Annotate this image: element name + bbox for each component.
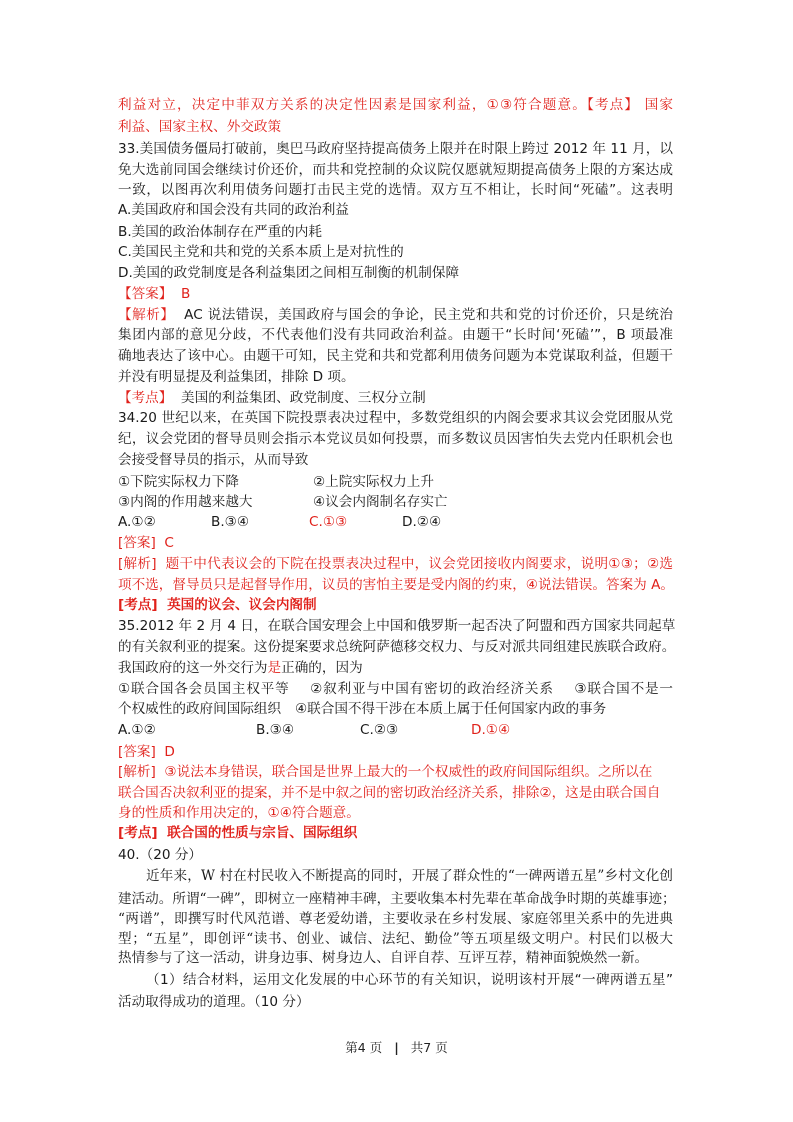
text-line: [118, 845, 673, 866]
text-segment: 【考点】: [118, 390, 182, 406]
text-line: [118, 909, 673, 930]
text-line: [118, 222, 673, 243]
option-text: C.②③: [360, 722, 399, 738]
text-line: [118, 823, 673, 844]
text-segment: 是: [267, 660, 282, 676]
text-segment: D.美国的政党制度是各利益集团之间相互制衡的机制保障: [118, 265, 460, 281]
text-line: [118, 346, 673, 367]
text-line: [118, 658, 673, 679]
text-segment: 项不选，督导员只是起督导作用，议员的害怕主要是受内阁的约束，④说法错误。答案为 A。: [118, 577, 674, 593]
text-line: [118, 679, 673, 700]
text-line: [118, 762, 673, 783]
text-line: [118, 450, 673, 471]
text-line: [118, 408, 673, 429]
text-line: [118, 429, 673, 450]
text-segment: 33.美国债务僵局打破前，奥巴马政府坚持提高债务上限并在时限上跨过 2012 年 11 月，以: [118, 141, 673, 157]
option-text: ③内阁的作用越来越大: [118, 494, 253, 510]
text-segment: （1）结合材料，运用文化发展的中心环节的有关知识，说明该村开展“一碑两谱五星”: [146, 972, 673, 988]
text-line: [118, 367, 673, 388]
text-line: [118, 637, 676, 658]
text-segment: 我国政府的这一外交行为: [118, 660, 268, 676]
text-segment: [考点] 英国的议会、议会内阁制: [118, 597, 317, 613]
text-line: [118, 616, 676, 637]
text-segment: 集团内部的意见分歧，不代表他们没有共同政治利益。由题干“长时间‘死磕’”，B 项最准: [118, 327, 673, 343]
text-segment: 确地表达了该中心。由题干可知，民主党和共和党都利用债务问题为本党谋取利益，但题干: [118, 348, 673, 364]
text-line: [118, 742, 673, 763]
option-text: ④议会内阁制名存实亡: [313, 494, 448, 510]
text-segment: 利益对立，决定中菲双方关系的决定性因素是国家利益，①③符合题意。【考点】 国家: [118, 97, 673, 113]
text-line: [118, 699, 673, 720]
text-segment: B.美国的政治体制存在严重的内耗: [118, 224, 322, 240]
text-line: [118, 948, 673, 969]
text-segment: 身的性质和作用决定的，①④符合题意。: [118, 805, 360, 821]
text-line: [118, 388, 673, 409]
text-segment: [答案] D: [118, 744, 175, 760]
option-text: C.①③: [309, 514, 348, 530]
text-segment: 会接受督导员的指示，从而导致: [118, 452, 309, 468]
page-total: 共7 页: [410, 1040, 448, 1055]
text-line: [118, 284, 673, 305]
text-segment: 活动取得成功的道理。（10 分）: [118, 994, 310, 1010]
text-segment: 型；“五星”，即创评“读书、创业、诚信、法纪、勤俭”等五项星级文明户。村民们以极大: [118, 931, 673, 947]
text-segment: 一致，以图再次利用债务问题打击民主党的选情。双方互不相让，长时间“死磕”。这表明: [118, 182, 673, 198]
option-text: ②上院实际权力上升: [313, 474, 434, 490]
text-segment: 40.（20 分）: [118, 847, 203, 863]
text-segment: [答案] C: [118, 535, 174, 551]
option-text: D.②④: [402, 514, 442, 530]
text-line: [118, 325, 673, 346]
text-segment: [考点] 联合国的性质与宗旨、国际组织: [118, 825, 358, 841]
text-line: [118, 139, 673, 160]
option-text: 个权威性的政府间国际组织: [118, 701, 282, 717]
text-segment: A.美国政府和国会没有共同的政治利益: [118, 202, 349, 218]
text-line: [118, 200, 673, 221]
text-line: [118, 929, 673, 950]
text-line: [118, 889, 676, 910]
text-line: [118, 305, 673, 326]
text-segment: 联合国否决叙利亚的提案，并不是中叙之间的密切政治经济关系，排除②，这是由联合国自: [118, 785, 661, 801]
text-segment: 免大选前同国会继续讨价还价，而共和党控制的众议院仅愿就短期提高债务上限的方案达成: [118, 162, 673, 178]
text-segment: 建活动。所谓“一碑”，即树立一座精神丰碑，主要收集本村先辈在革命战争时期的英雄事迹；: [118, 891, 676, 907]
text-line: [146, 970, 673, 991]
text-line: [146, 866, 673, 887]
text-segment: 热情参与了这一活动，讲身边事、树身边人、自评自荐、互评互荐，精神面貌焕然一新。: [118, 950, 649, 966]
text-segment: 35.2012 年 2 月 4 日，在联合国安理会上中国和俄罗斯一起否决了阿盟和西方国家共同起草: [118, 618, 676, 634]
text-line: [118, 492, 673, 513]
text-line: [118, 992, 673, 1013]
text-line: [118, 803, 673, 824]
text-line: [118, 720, 673, 741]
text-line: [118, 95, 673, 116]
text-segment: 并没有明显提及利益集团，排除 D 项。: [118, 369, 355, 385]
text-segment: [解析] ③说法本身错误，联合国是世界上最大的一个权威性的政府间国际组织。之所以在: [118, 764, 653, 780]
page-footer: [0, 1038, 793, 1056]
text-line: [118, 783, 673, 804]
text-line: [118, 263, 673, 284]
text-line: [118, 512, 673, 533]
text-segment: B: [181, 286, 191, 302]
option-text: A.①②: [118, 514, 156, 530]
text-segment: “两谱”，即撰写时代风范谱、尊老爱幼谱，主要收录在乡村发展、家庭邻里关系中的先进典: [118, 911, 673, 927]
option-text: B.③④: [256, 722, 295, 738]
option-text: ④联合国不得干涉在本质上属于任何国家内政的事务: [295, 701, 607, 717]
text-segment: 34.20 世纪以来，在英国下院投票表决过程中，多数党组织的内阁会要求其议会党团服从党: [118, 410, 673, 426]
text-line: [118, 117, 673, 138]
text-segment: AC 说法错误，美国政府与国会的争论，民主党和共和党的讨价还价，只是统治: [184, 307, 673, 323]
page-number: 第4 页: [345, 1040, 383, 1055]
text-segment: 【解析】: [118, 307, 185, 323]
text-segment: C.美国民主党和共和党的关系本质上是对抗性的: [118, 244, 404, 260]
text-segment: 利益、国家主权、外交政策: [118, 119, 282, 135]
text-segment: [解析] 题干中代表议会的下院在投票表决过程中，议会党团接收内阁要求，说明①③；②选: [118, 556, 673, 572]
text-segment: 正确的，因为: [281, 660, 363, 676]
option-text: A.①②: [118, 722, 156, 738]
option-text: B.③④: [211, 514, 250, 530]
option-text: ①下院实际权力下降: [118, 474, 239, 490]
text-line: [118, 554, 673, 575]
option-text: D.①④: [471, 722, 511, 738]
text-line: [118, 533, 673, 554]
text-line: [118, 575, 673, 596]
text-segment: 近年来，W 村在村民收入不断提高的同时，开展了群众性的“一碑两谱五星”乡村文化创: [146, 868, 673, 884]
text-line: [118, 242, 673, 263]
text-line: [118, 472, 673, 493]
text-line: [118, 595, 673, 616]
text-segment: 【答案】: [118, 286, 182, 302]
text-segment: 纪，议会党团的督导员则会指示本党议员如何投票，而多数议员因害怕失去党内任职机会也: [118, 431, 673, 447]
text-line: [118, 180, 673, 201]
footer-separator: |: [394, 1040, 399, 1055]
text-segment: 的有关叙利亚的提案。这份提案要求总统阿萨德移交权力、与反对派共同组建民族联合政府。: [118, 639, 676, 655]
text-segment: 美国的利益集团、政党制度、三权分立制: [181, 390, 426, 406]
text-line: [118, 160, 673, 181]
text-segment: ①联合国各会员国主权平等 ②叙利亚与中国有密切的政治经济关系 ③联合国不是一: [118, 681, 673, 697]
